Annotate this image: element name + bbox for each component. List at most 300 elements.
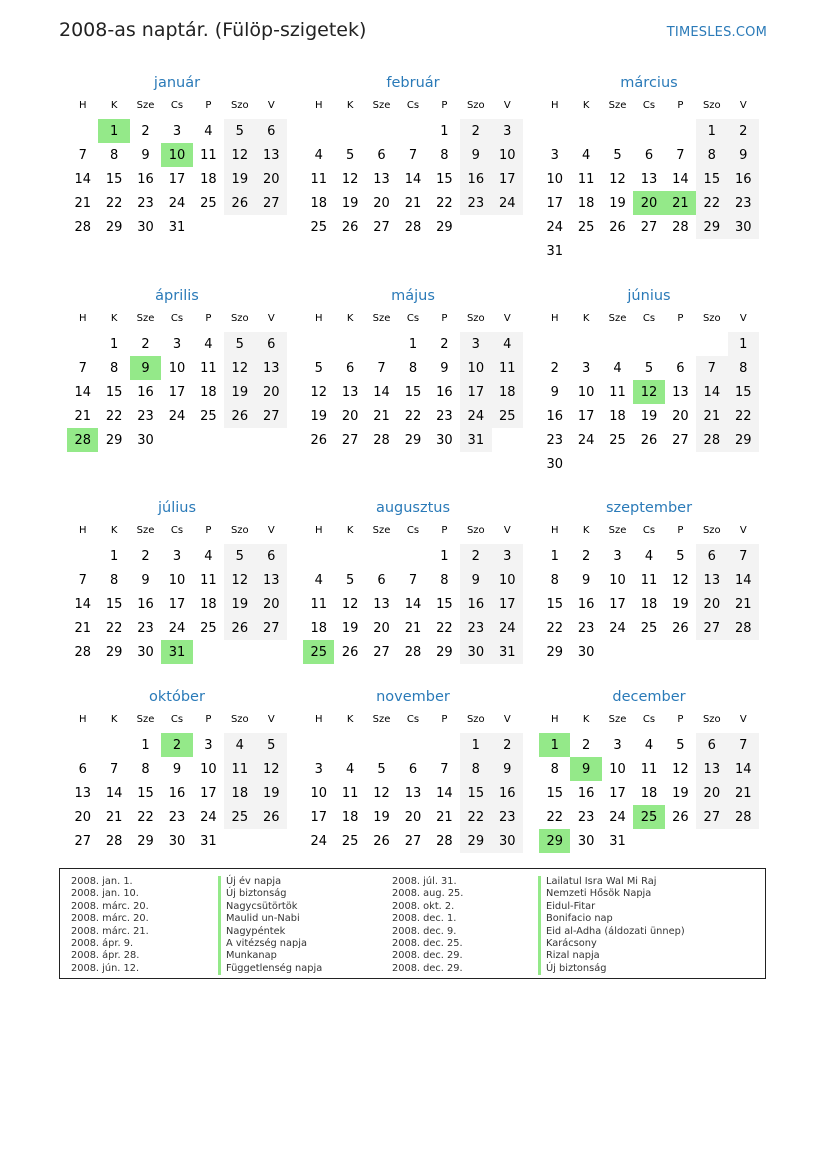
- empty-cell: [633, 452, 664, 476]
- day-cell: 23: [492, 805, 523, 829]
- day-cell: 4: [633, 543, 664, 569]
- day-cell: 9: [581, 572, 591, 588]
- day-cell: 19: [224, 380, 255, 404]
- weekday-header: H: [303, 95, 334, 118]
- day-cell: 5: [224, 331, 255, 357]
- day-cell: 19: [609, 195, 626, 211]
- day-cell: 22: [696, 191, 727, 215]
- day-cell: 6: [256, 118, 287, 144]
- day-cell: 19: [672, 596, 689, 612]
- day-cell: 6: [696, 732, 727, 758]
- day-cell: 29: [539, 829, 570, 853]
- day-cell: 4: [492, 331, 523, 357]
- day-cell: 16: [728, 167, 759, 191]
- weekday-header: Sze: [366, 709, 397, 732]
- day-cell: 3: [602, 732, 633, 758]
- empty-cell: [728, 829, 759, 853]
- day-cell: 1: [460, 732, 491, 758]
- month-name: szeptember: [605, 500, 693, 516]
- day-cell: 13: [74, 785, 91, 801]
- holiday-date: 2008. aug. 25.: [392, 888, 464, 900]
- day-cell: 7: [109, 761, 119, 777]
- day-cell: 22: [436, 195, 453, 211]
- day-cell: 5: [224, 543, 255, 569]
- day-cell: 11: [310, 596, 327, 612]
- day-cell: 29: [404, 432, 422, 448]
- day-cell: 18: [200, 384, 217, 400]
- day-cell: 3: [581, 360, 591, 376]
- holiday-name: Új év napja: [218, 876, 322, 888]
- day-cell: 6: [256, 543, 287, 569]
- day-cell: 26: [341, 644, 359, 660]
- month-table: [539, 520, 759, 664]
- weekday-header: Szo: [696, 709, 727, 732]
- week-row: [539, 380, 759, 404]
- weekday-header: Szo: [224, 520, 255, 543]
- holiday-date: 2008. márc. 20.: [71, 913, 149, 925]
- week-row: [67, 191, 287, 215]
- day-cell: 8: [109, 147, 119, 163]
- day-cell: 5: [665, 732, 696, 758]
- week-row: [539, 829, 759, 853]
- empty-cell: [256, 640, 287, 664]
- month-table: [67, 520, 287, 664]
- week-row: [539, 331, 759, 357]
- day-cell: 2: [728, 118, 759, 144]
- holiday-name: Lailatul Isra Wal Mi Raj: [538, 876, 685, 888]
- day-cell: 3: [550, 147, 559, 163]
- day-cell: 11: [640, 572, 658, 588]
- day-cell: 5: [314, 360, 323, 376]
- day-cell: 27: [696, 616, 727, 640]
- day-cell: 30: [137, 432, 154, 448]
- holiday-names-right: [538, 876, 685, 975]
- day-cell: 13: [341, 384, 359, 400]
- weekday-header: Cs: [633, 308, 664, 331]
- day-cell: 30: [460, 640, 491, 664]
- day-cell: 18: [492, 380, 523, 404]
- week-row: [539, 215, 759, 239]
- day-cell: 10: [577, 384, 595, 400]
- weekday-header: Szo: [224, 709, 255, 732]
- month-table: [67, 709, 287, 853]
- holiday-date: 2008. dec. 1.: [392, 913, 457, 925]
- day-cell: 8: [109, 360, 119, 376]
- day-cell: 28: [728, 616, 759, 640]
- day-cell: 16: [577, 596, 595, 612]
- day-cell: 19: [373, 809, 390, 825]
- day-cell: 20: [696, 781, 727, 805]
- day-cell: 31: [492, 640, 523, 664]
- weekday-header: Sze: [130, 95, 161, 118]
- day-cell: 22: [105, 408, 123, 424]
- empty-cell: [665, 640, 696, 664]
- day-cell: 28: [404, 219, 422, 235]
- day-cell: 6: [408, 761, 418, 777]
- day-cell: 29: [105, 432, 123, 448]
- day-cell: 1: [98, 118, 129, 144]
- weekday-header: H: [303, 709, 334, 732]
- weekday-header: H: [67, 709, 98, 732]
- day-cell: 31: [168, 219, 186, 235]
- day-cell: 8: [550, 761, 559, 777]
- day-cell: 29: [460, 829, 491, 853]
- day-cell: 17: [492, 592, 523, 616]
- day-cell: 25: [577, 219, 595, 235]
- day-cell: 2: [570, 543, 601, 569]
- weekday-header: K: [334, 520, 365, 543]
- day-cell: 18: [200, 596, 217, 612]
- day-cell: 15: [137, 785, 154, 801]
- month-table: [539, 709, 759, 853]
- day-cell: 25: [200, 620, 217, 636]
- day-cell: 21: [404, 195, 422, 211]
- day-cell: 26: [672, 620, 689, 636]
- empty-cell: [303, 732, 334, 758]
- month-table: [539, 308, 759, 476]
- day-cell: 20: [633, 191, 664, 215]
- weekday-header: K: [334, 95, 365, 118]
- week-row: [303, 191, 523, 215]
- weekday-header: P: [429, 520, 460, 543]
- holiday-date: 2008. jan. 1.: [71, 876, 133, 887]
- holiday-date: 2008. okt. 2.: [392, 900, 455, 912]
- day-cell: 22: [105, 620, 123, 636]
- day-cell: 30: [728, 215, 759, 239]
- day-cell: 23: [728, 191, 759, 215]
- day-cell: 8: [460, 757, 491, 781]
- day-cell: 16: [460, 592, 491, 616]
- weekday-header: K: [98, 95, 129, 118]
- day-cell: 15: [404, 384, 422, 400]
- week-row: [539, 805, 759, 829]
- empty-cell: [303, 118, 334, 144]
- weekday-header: Sze: [366, 95, 397, 118]
- week-row: [67, 380, 287, 404]
- day-cell: 24: [460, 404, 491, 428]
- day-cell: 12: [341, 171, 359, 187]
- day-cell: 29: [105, 644, 123, 660]
- holiday-date: 2008. dec. 29.: [392, 950, 463, 962]
- week-row: [303, 404, 523, 428]
- day-cell: 12: [672, 761, 689, 777]
- day-cell: 11: [224, 757, 255, 781]
- week-row: [539, 356, 759, 380]
- week-row: [67, 428, 287, 452]
- day-cell: 24: [200, 809, 217, 825]
- day-cell: 13: [256, 568, 287, 592]
- day-cell: 13: [696, 757, 727, 781]
- month-name: február: [386, 75, 440, 91]
- week-row: [67, 167, 287, 191]
- day-cell: 28: [105, 833, 123, 849]
- day-cell: 24: [492, 616, 523, 640]
- holiday-date: 2008. jan. 10.: [71, 888, 139, 900]
- holiday-date: 2008. dec. 9.: [392, 925, 457, 937]
- day-cell: 31: [460, 428, 491, 452]
- day-cell: 11: [200, 147, 217, 163]
- day-cell: 12: [341, 596, 359, 612]
- empty-cell: [665, 452, 696, 476]
- day-cell: 11: [310, 171, 327, 187]
- week-row: [67, 805, 287, 829]
- day-cell: 9: [141, 147, 150, 163]
- empty-cell: [696, 640, 727, 664]
- weekday-header: V: [256, 308, 287, 331]
- week-row: [67, 592, 287, 616]
- day-cell: 19: [310, 408, 327, 424]
- day-cell: 3: [492, 543, 523, 569]
- weekday-header: Szo: [460, 308, 491, 331]
- day-cell: 27: [256, 191, 287, 215]
- day-cell: 25: [200, 408, 217, 424]
- day-cell: 23: [460, 191, 491, 215]
- day-cell: 29: [436, 219, 453, 235]
- day-cell: 28: [436, 833, 453, 849]
- week-row: [303, 757, 523, 781]
- day-cell: 23: [137, 195, 154, 211]
- day-cell: 2: [130, 118, 161, 144]
- empty-cell: [67, 118, 98, 144]
- day-cell: 26: [256, 805, 287, 829]
- weekday-header: Cs: [633, 520, 664, 543]
- week-row: [539, 543, 759, 569]
- day-cell: 14: [696, 380, 727, 404]
- day-cell: 19: [640, 408, 658, 424]
- month-table: [67, 95, 287, 239]
- day-cell: 7: [696, 356, 727, 380]
- day-cell: 14: [672, 171, 689, 187]
- day-cell: 30: [577, 833, 595, 849]
- week-row: [67, 543, 287, 569]
- day-cell: 10: [609, 761, 626, 777]
- day-cell: 17: [546, 195, 563, 211]
- day-cell: 23: [577, 620, 595, 636]
- day-cell: 15: [105, 171, 123, 187]
- day-cell: 4: [193, 118, 224, 144]
- day-cell: 22: [436, 620, 453, 636]
- empty-cell: [696, 239, 727, 263]
- day-cell: 4: [193, 331, 224, 357]
- day-cell: 16: [577, 785, 595, 801]
- day-cell: 25: [633, 805, 664, 829]
- day-cell: 9: [440, 360, 449, 376]
- day-cell: 26: [672, 809, 689, 825]
- day-cell: 24: [168, 195, 186, 211]
- day-cell: 19: [256, 781, 287, 805]
- day-cell: 19: [224, 592, 255, 616]
- day-cell: 8: [440, 572, 449, 588]
- holiday-date: 2008. márc. 21.: [71, 925, 149, 937]
- empty-cell: [570, 452, 601, 476]
- day-cell: 7: [676, 147, 685, 163]
- page-title: 2008-as naptár. (Fülöp-szigetek): [59, 19, 367, 41]
- day-cell: 14: [105, 785, 123, 801]
- day-cell: 4: [633, 732, 664, 758]
- day-cell: 9: [460, 143, 491, 167]
- weekday-header: V: [492, 520, 523, 543]
- day-cell: 18: [224, 781, 255, 805]
- day-cell: 4: [613, 360, 622, 376]
- empty-cell: [460, 215, 491, 239]
- weekday-header: K: [334, 709, 365, 732]
- month-name: október: [149, 689, 205, 705]
- day-cell: 20: [256, 167, 287, 191]
- weekday-header: P: [429, 95, 460, 118]
- weekday-header: H: [539, 95, 570, 118]
- weekday-header: K: [98, 308, 129, 331]
- day-cell: 25: [341, 833, 359, 849]
- weekday-header: Szo: [696, 308, 727, 331]
- weekday-header: Sze: [366, 520, 397, 543]
- day-cell: 8: [109, 572, 119, 588]
- month-name: május: [391, 288, 435, 304]
- month-table: [67, 308, 287, 452]
- holiday-names-left: [218, 876, 322, 975]
- day-cell: 4: [314, 572, 323, 588]
- weekday-header: P: [665, 520, 696, 543]
- day-cell: 26: [224, 191, 255, 215]
- weekday-header: P: [665, 709, 696, 732]
- day-cell: 7: [78, 360, 87, 376]
- weekday-header: P: [665, 95, 696, 118]
- day-cell: 3: [492, 118, 523, 144]
- day-cell: 13: [373, 171, 390, 187]
- day-cell: 5: [224, 118, 255, 144]
- day-cell: 27: [373, 219, 390, 235]
- empty-cell: [539, 118, 570, 144]
- day-cell: 4: [581, 147, 591, 163]
- weekday-header: P: [193, 520, 224, 543]
- site-link[interactable]: TIMESLES.COM: [666, 25, 767, 40]
- day-cell: 14: [728, 568, 759, 592]
- day-cell: 16: [492, 781, 523, 805]
- weekday-header: K: [570, 520, 601, 543]
- day-cell: 23: [546, 432, 563, 448]
- empty-cell: [193, 640, 224, 664]
- week-row: [67, 732, 287, 758]
- weekday-header: Cs: [397, 520, 428, 543]
- holiday-name: A vitézség napja: [218, 938, 322, 950]
- empty-cell: [193, 428, 224, 452]
- day-cell: 14: [436, 785, 453, 801]
- empty-cell: [397, 732, 428, 758]
- month-name: november: [376, 689, 450, 705]
- day-cell: 26: [341, 219, 359, 235]
- week-row: [67, 829, 287, 853]
- weekday-header: P: [429, 308, 460, 331]
- day-cell: 16: [460, 167, 491, 191]
- week-row: [67, 568, 287, 592]
- day-cell: 25: [640, 620, 658, 636]
- holiday-name: Rizal napja: [538, 950, 685, 962]
- month-name: december: [612, 689, 686, 705]
- empty-cell: [67, 543, 98, 569]
- day-cell: 22: [546, 620, 563, 636]
- day-cell: 24: [546, 219, 563, 235]
- week-row: [303, 428, 523, 452]
- empty-cell: [366, 331, 397, 357]
- day-cell: 24: [577, 432, 595, 448]
- day-cell: 1: [696, 118, 727, 144]
- holiday-name: Eidul-Fitar: [538, 901, 685, 913]
- weekday-header: Szo: [460, 709, 491, 732]
- day-cell: 13: [672, 384, 689, 400]
- week-row: [303, 380, 523, 404]
- day-cell: 2: [460, 118, 491, 144]
- day-cell: 21: [436, 809, 453, 825]
- day-cell: 11: [341, 785, 359, 801]
- weekday-header: K: [570, 709, 601, 732]
- weekday-header: Szo: [460, 95, 491, 118]
- day-cell: 1: [429, 118, 460, 144]
- weekday-header: V: [728, 709, 759, 732]
- empty-cell: [256, 829, 287, 853]
- holiday-date: 2008. dec. 29.: [392, 962, 463, 974]
- weekday-header: Cs: [397, 95, 428, 118]
- day-cell: 1: [429, 543, 460, 569]
- day-cell: 26: [609, 219, 626, 235]
- day-cell: 19: [672, 785, 689, 801]
- day-cell: 9: [492, 757, 523, 781]
- week-row: [67, 781, 287, 805]
- day-cell: 24: [168, 408, 186, 424]
- empty-cell: [366, 543, 397, 569]
- day-cell: 20: [404, 809, 422, 825]
- day-cell: 27: [373, 644, 390, 660]
- day-cell: 15: [105, 596, 123, 612]
- day-cell: 25: [492, 404, 523, 428]
- weekday-header: H: [67, 520, 98, 543]
- day-cell: 18: [577, 195, 595, 211]
- month-table: [303, 520, 523, 664]
- holiday-name: Új biztonság: [218, 888, 322, 900]
- day-cell: 25: [310, 219, 327, 235]
- holiday-date: 2008. ápr. 9.: [71, 937, 134, 949]
- weekday-header: Cs: [161, 520, 192, 543]
- day-cell: 24: [310, 833, 327, 849]
- day-cell: 2: [130, 331, 161, 357]
- day-cell: 5: [665, 543, 696, 569]
- day-cell: 21: [696, 404, 727, 428]
- day-cell: 10: [492, 143, 523, 167]
- day-cell: 14: [404, 596, 422, 612]
- day-cell: 10: [200, 761, 217, 777]
- day-cell: 7: [408, 147, 418, 163]
- day-cell: 23: [460, 616, 491, 640]
- day-cell: 21: [728, 781, 759, 805]
- empty-cell: [728, 239, 759, 263]
- week-row: [539, 167, 759, 191]
- empty-cell: [397, 543, 428, 569]
- day-cell: 28: [728, 805, 759, 829]
- empty-cell: [334, 118, 365, 144]
- day-cell: 8: [408, 360, 418, 376]
- week-row: [67, 404, 287, 428]
- day-cell: 6: [696, 543, 727, 569]
- day-cell: 29: [137, 833, 154, 849]
- day-cell: 15: [546, 785, 563, 801]
- day-cell: 28: [696, 428, 727, 452]
- holiday-date: 2008. ápr. 28.: [71, 950, 140, 962]
- month-12: [539, 685, 759, 853]
- day-cell: 2: [161, 732, 192, 758]
- day-cell: 6: [256, 331, 287, 357]
- day-cell: 10: [168, 572, 186, 588]
- week-row: [67, 143, 287, 167]
- day-cell: 22: [404, 408, 422, 424]
- day-cell: 8: [728, 356, 759, 380]
